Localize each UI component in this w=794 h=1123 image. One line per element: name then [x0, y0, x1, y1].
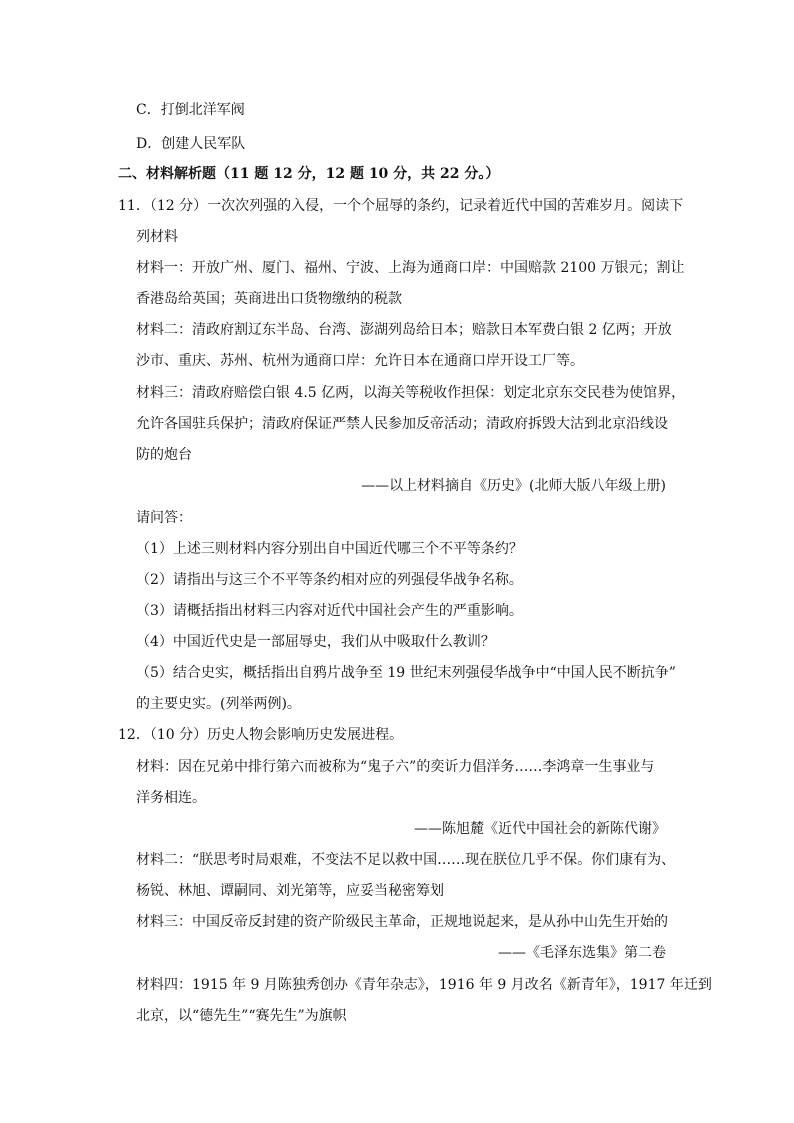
- q11-material-3-cont: 允许各国驻兵保护；清政府保证严禁人民参加反帝活动；清政府拆毁大沽到北京沿线设: [136, 416, 668, 432]
- q12-material-2: 材料二：“朕思考时局艰难，不变法不足以救中国……现在朕位几乎不保。你们康有为、: [136, 852, 676, 868]
- q11-sub-2: （2）请指出与这三个不平等条约相对应的列强侵华战争名称。: [136, 572, 523, 588]
- q11-material-1: 材料一：开放广州、厦门、福州、宁波、上海为通商口岸：中国赔款 2100 万银元；割让: [136, 260, 685, 276]
- option-c: C．打倒北洋军阀: [136, 102, 245, 118]
- q12-material-4: 材料四：1915 年 9 月陈独秀创办《青年杂志》，1916 年 9 月改名《新青年》，1917 年迁到: [136, 977, 712, 993]
- q11-sub-5-cont: 的主要史实。(列举两例)。: [136, 696, 301, 712]
- q12-material-1-cont: 洋务相连。: [136, 790, 206, 806]
- q12-material-3: 材料三：中国反帝反封建的资产阶级民主革命，正规地说起来，是从孙中山先生开始的: [136, 914, 668, 930]
- q11-ask: 请问答：: [136, 510, 192, 526]
- q11-material-3: 材料三：清政府赔偿白银 4.5 亿两，以海关等税收作担保：划定北京东交民巷为使馆界，: [136, 385, 686, 401]
- q11-material-3-cont2: 防的炮台: [136, 447, 192, 463]
- q11-sub-5: （5）结合史实，概括指出自鸦片战争至 19 世纪末列强侵华战争中“中国人民不断抗争”: [136, 665, 676, 681]
- q11-stem: 11．（12 分）一次次列强的入侵，一个个屈辱的条约，记录着近代中国的苦难岁月。阅读下: [118, 198, 684, 214]
- q11-source: ——以上材料摘自《历史》(北师大版八年级上册): [361, 478, 666, 494]
- q12-stem: 12．（10 分）历史人物会影响历史发展进程。: [118, 727, 404, 743]
- q12-material-1-source: ——陈旭麓《近代中国社会的新陈代谢》: [414, 821, 666, 837]
- q11-material-2: 材料二：清政府割辽东半岛、台湾、澎湖列岛给日本；赔款日本军费白银 2 亿两；开放: [136, 322, 672, 338]
- q12-material-2-cont: 杨锐、林旭、谭嗣同、刘光第等，应妥当秘密筹划: [136, 883, 444, 899]
- q11-material-2-cont: 沙市、重庆、苏州、杭州为通商口岸：允许日本在通商口岸开设工厂等。: [136, 353, 584, 369]
- section-heading: 二、材料解析题（11 题 12 分，12 题 10 分，共 22 分。）: [118, 166, 500, 182]
- q11-material-1-cont: 香港岛给英国；英商进出口货物缴纳的税款: [136, 291, 402, 307]
- q12-material-1: 材料：因在兄弟中排行第六而被称为“鬼子六”的奕䜣力倡洋务……李鸿章一生事业与: [136, 759, 655, 775]
- q11-sub-1: （1）上述三则材料内容分别出自中国近代哪三个不平等条约？: [136, 541, 523, 557]
- q11-sub-4: （4）中国近代史是一部屈辱史，我们从中吸取什么教训？: [136, 634, 495, 650]
- q12-material-3-source: ——《毛泽东选集》第二卷: [498, 945, 666, 961]
- option-d: D．创建人民军队: [136, 136, 246, 152]
- q12-material-4-cont: 北京，以“德先生”“赛先生”为旗帜: [136, 1008, 347, 1024]
- q11-stem-cont: 列材料: [136, 229, 178, 245]
- q11-sub-3: （3）请概括指出材料三内容对近代中国社会产生的严重影响。: [136, 603, 523, 619]
